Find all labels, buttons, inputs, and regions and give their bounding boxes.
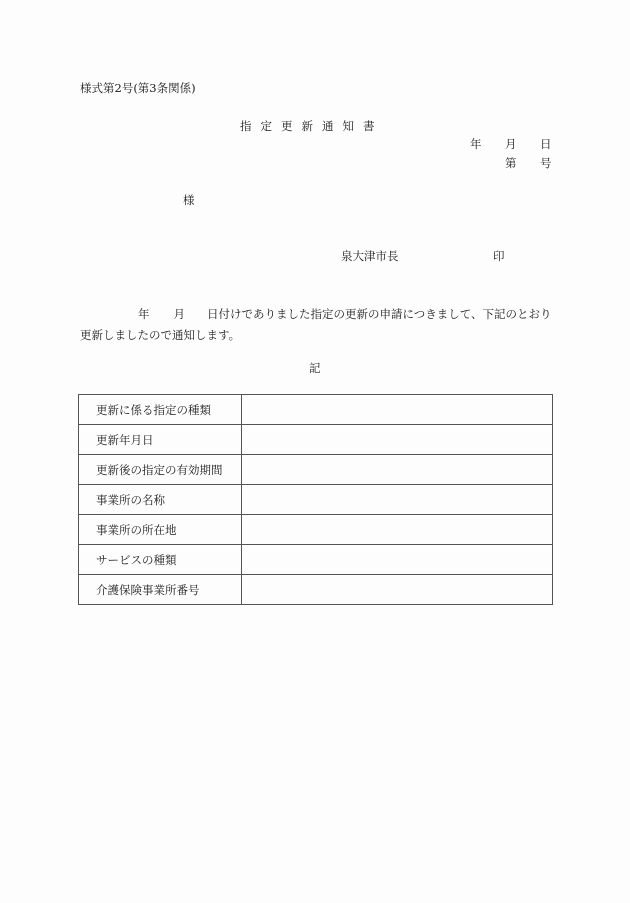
ki-heading: 記 [309,361,321,375]
body-paragraph [80,304,554,346]
table-row [79,545,553,575]
body-year: 年 [138,307,150,321]
issuer-name: 泉大津市長 [341,249,399,263]
row-label: 介護保険事業所番号 [79,575,242,605]
date-year-label: 年 [470,137,482,151]
addressee-suffix: 様 [183,193,195,207]
document-title: 指定更新通知書 [240,119,384,133]
row-value[interactable] [242,425,553,455]
details-table [78,394,553,605]
date-day-label: 日 [540,137,552,151]
body-text: 日付けでありました指定の更新の申請につきまして、下記のとおり更新しましたので通知します。 [80,307,552,342]
table-row [79,395,553,425]
seal-mark: 印 [493,249,505,263]
row-value[interactable] [242,395,553,425]
table-row [79,485,553,515]
row-label: 事業所の名称 [79,485,242,515]
date-month-label: 月 [505,137,517,151]
form-number: 様式第2号(第3条関係) [80,81,196,95]
table-row [79,425,553,455]
row-label: サービスの種類 [79,545,242,575]
row-value[interactable] [242,515,553,545]
body-month: 月 [173,307,185,321]
number-prefix: 第 [505,156,517,170]
row-label: 更新後の指定の有効期間 [79,455,242,485]
row-label: 更新に係る指定の種類 [79,395,242,425]
row-value[interactable] [242,545,553,575]
row-value[interactable] [242,455,553,485]
row-value[interactable] [242,575,553,605]
number-suffix: 号 [540,156,552,170]
row-label: 事業所の所在地 [79,515,242,545]
row-label: 更新年月日 [79,425,242,455]
row-value[interactable] [242,485,553,515]
table-row [79,455,553,485]
table-row [79,515,553,545]
table-row [79,575,553,605]
